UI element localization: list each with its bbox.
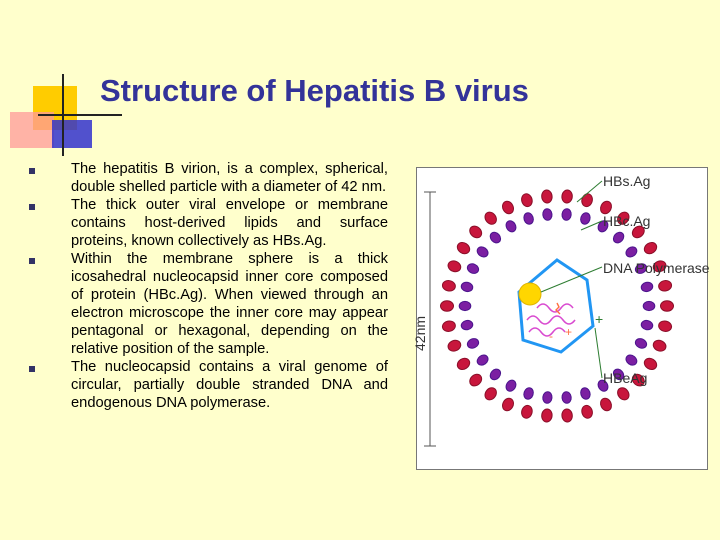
bullet-marker-icon <box>29 168 35 174</box>
hbcag-protein-icon <box>504 378 518 393</box>
hbcag-protein-icon <box>561 391 571 403</box>
bullet-text: The nucleocapsid contains a viral genome of circular, partially double stranded DNA and endogenous DNA polymerase. <box>71 359 388 411</box>
plus-marker-icon: + <box>595 311 604 327</box>
bullet-item <box>28 160 388 196</box>
hbsag-protein-icon <box>467 224 484 240</box>
bullet-item <box>28 250 388 358</box>
bullet-marker-icon <box>29 204 35 210</box>
hbsag-protein-icon <box>455 240 472 256</box>
hbcag-protein-icon <box>460 319 473 330</box>
label-hbsag: HBs.Ag <box>603 173 651 189</box>
hbsag-protein-icon <box>561 190 573 204</box>
bullet-list <box>28 160 388 412</box>
hbsag-protein-icon <box>467 372 484 388</box>
hbsag-protein-icon <box>541 409 553 423</box>
hbsag-protein-icon <box>561 409 573 423</box>
bullet-item <box>28 358 388 412</box>
bullet-marker-icon <box>29 366 35 372</box>
hbsag-protein-icon <box>441 301 454 311</box>
hbcag-protein-icon <box>542 208 552 220</box>
decor-horizontal-line <box>38 114 122 116</box>
hbsag-protein-icon <box>442 279 457 292</box>
label-hbeag: HBeAg <box>603 370 648 386</box>
hbsag-protein-icon <box>520 404 534 419</box>
hbsag-protein-icon <box>500 396 515 412</box>
hbsag-protein-icon <box>658 279 673 292</box>
hbcag-protein-icon <box>466 262 480 275</box>
hbsag-protein-icon <box>652 339 668 353</box>
hbsag-protein-icon <box>661 301 674 311</box>
hbcag-protein-icon <box>640 281 653 292</box>
hbcag-protein-icon <box>624 353 639 367</box>
hbv-structure-diagram <box>412 167 710 470</box>
hbsag-protein-icon <box>446 339 462 353</box>
nucleocapsid-core-icon <box>519 260 593 352</box>
hbcag-protein-icon <box>640 319 653 330</box>
hbcag-protein-icon <box>624 245 639 259</box>
hbcag-protein-icon <box>488 367 503 382</box>
hbsag-protein-icon <box>446 259 462 273</box>
hbcag-protein-icon <box>522 212 534 226</box>
hbcag-protein-icon <box>475 245 490 259</box>
hbcag-protein-icon <box>561 208 571 220</box>
bullet-marker-icon <box>29 258 35 264</box>
dna-polymerase-icon <box>519 283 541 305</box>
pointer-hbeag <box>595 328 602 378</box>
decor-square-pink <box>10 112 54 148</box>
bullet-text: Within the membrane sphere is a thick icosahedral nucleocapsid inner core composed of protein (HBc.Ag). When viewed through an electron microscope the inner core may appear pentagonal or hexagonal, depending on the relative position of the sample. <box>71 251 388 357</box>
diameter-label: 42nm <box>412 315 428 351</box>
minus-marker-icon: - <box>549 329 553 343</box>
hbsag-protein-icon <box>541 190 553 204</box>
hbcag-protein-icon <box>579 387 591 401</box>
hbsag-protein-icon <box>442 320 457 333</box>
hbsag-protein-icon <box>483 385 499 402</box>
label-hbcag: HBc.Ag <box>603 213 651 229</box>
bullet-text: The thick outer viral envelope or membrane contains host-derived lipids and surface proteins, known collectively as HBs.Ag. <box>71 197 388 249</box>
hbcag-protein-icon <box>488 230 503 245</box>
slide-title: Structure of Hepatitis B virus <box>100 73 529 108</box>
hbcag-protein-icon <box>634 337 648 350</box>
hbcag-protein-icon <box>460 281 473 292</box>
hbsag-protein-icon <box>580 193 594 208</box>
hbsag-protein-icon <box>580 404 594 419</box>
hbcag-protein-icon <box>611 230 626 245</box>
hbsag-protein-icon <box>642 240 659 256</box>
hbcag-protein-icon <box>579 212 591 226</box>
hbcag-protein-icon <box>475 353 490 367</box>
hbsag-protein-icon <box>615 385 631 402</box>
hbcag-protein-icon <box>504 219 518 234</box>
bullet-item <box>28 196 388 250</box>
hbsag-protein-icon <box>455 356 472 372</box>
bullet-text: The hepatitis B virion, is a complex, spherical, double shelled particle with a diameter of 42 nm. <box>71 161 388 195</box>
hbsag-protein-icon <box>520 193 534 208</box>
hbcag-protein-icon <box>542 391 552 403</box>
hbcag-protein-icon <box>522 387 534 401</box>
hbcag-protein-icon <box>643 301 655 310</box>
label-dna-polymerase: DNA Polymerase <box>603 260 710 276</box>
decor-square-blue <box>52 120 92 148</box>
hbsag-protein-icon <box>598 396 613 412</box>
plus-marker-icon: + <box>565 325 573 339</box>
hbsag-protein-icon <box>500 199 515 215</box>
hbcag-protein-icon <box>466 337 480 350</box>
hbcag-protein-icon <box>459 301 471 310</box>
hbsag-protein-icon <box>658 320 673 333</box>
hbsag-protein-icon <box>483 210 499 227</box>
virion-illustration <box>412 168 710 469</box>
